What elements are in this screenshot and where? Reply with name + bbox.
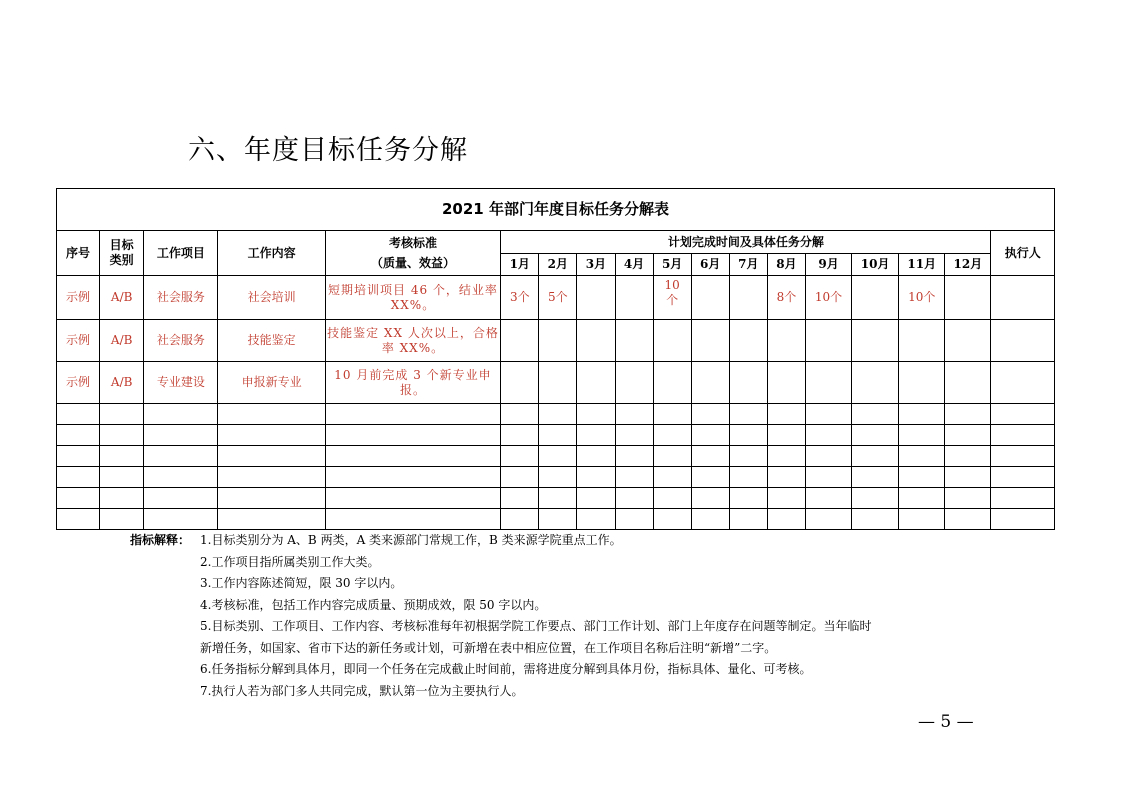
note-line: 6.任务指标分解到具体月，即同一个任务在完成截止时间前，需将进度分解到具体月份，指标具体、量化、可考核。 bbox=[200, 662, 812, 676]
cell-executor bbox=[991, 362, 1055, 404]
empty-cell bbox=[57, 509, 100, 530]
empty-cell bbox=[899, 425, 945, 446]
note-text: 1.目标类别分为 A、B 两类，A 类来源部门常规工作，B 类来源学院重点工作。 bbox=[200, 533, 622, 547]
empty-cell bbox=[144, 446, 218, 467]
note-line: 5.目标类别、工作项目、工作内容、考核标准每年初根据学院工作要点、部门工作计划、部门上年度存在问题等制定。当年临时 bbox=[200, 619, 872, 633]
empty-cell bbox=[325, 488, 500, 509]
empty-cell bbox=[729, 467, 767, 488]
empty-cell bbox=[805, 446, 851, 467]
cell-project: 社会服务 bbox=[144, 276, 218, 320]
empty-cell bbox=[539, 467, 577, 488]
task-breakdown-table bbox=[56, 188, 1055, 530]
cell-standard: 短期培训项目 46 个，结业率 XX%。 bbox=[325, 276, 500, 320]
cell-month bbox=[729, 320, 767, 362]
empty-cell bbox=[691, 446, 729, 467]
empty-cell bbox=[852, 404, 899, 425]
empty-cell bbox=[325, 467, 500, 488]
cell-month bbox=[615, 320, 653, 362]
empty-cell bbox=[615, 446, 653, 467]
cell-standard: 技能鉴定 XX 人次以上，合格率 XX%。 bbox=[325, 320, 500, 362]
empty-cell bbox=[325, 425, 500, 446]
empty-cell bbox=[945, 467, 991, 488]
empty-cell bbox=[577, 509, 615, 530]
empty-cell bbox=[945, 488, 991, 509]
header-executor: 执行人 bbox=[991, 231, 1055, 276]
cell-category: A/B bbox=[100, 362, 144, 404]
empty-cell bbox=[991, 488, 1055, 509]
cell-executor bbox=[991, 276, 1055, 320]
header-month: 6月 bbox=[691, 254, 729, 276]
empty-cell bbox=[805, 509, 851, 530]
empty-cell bbox=[539, 488, 577, 509]
cell-month bbox=[899, 362, 945, 404]
empty-cell bbox=[767, 446, 805, 467]
cell-seq: 示例 bbox=[57, 320, 100, 362]
empty-cell bbox=[501, 446, 539, 467]
table-title: 2021 年部门年度目标任务分解表 bbox=[57, 189, 1055, 231]
cell-month: 10个 bbox=[805, 276, 851, 320]
empty-cell bbox=[501, 404, 539, 425]
table-row bbox=[57, 362, 1055, 404]
empty-cell bbox=[899, 509, 945, 530]
empty-cell bbox=[218, 488, 325, 509]
empty-cell bbox=[218, 425, 325, 446]
empty-cell bbox=[501, 425, 539, 446]
cell-month bbox=[945, 320, 991, 362]
table-row bbox=[57, 276, 1055, 320]
cell-month bbox=[899, 320, 945, 362]
empty-cell bbox=[57, 425, 100, 446]
empty-cell bbox=[100, 509, 144, 530]
cell-content: 社会培训 bbox=[218, 276, 325, 320]
empty-cell bbox=[991, 404, 1055, 425]
cell-month bbox=[539, 362, 577, 404]
empty-cell bbox=[899, 446, 945, 467]
empty-cell bbox=[691, 404, 729, 425]
empty-cell bbox=[144, 425, 218, 446]
empty-cell bbox=[325, 404, 500, 425]
header-standard: 考核标准 （质量、效益） bbox=[325, 231, 500, 276]
page-number: — 5 — bbox=[918, 712, 974, 732]
empty-cell bbox=[653, 425, 691, 446]
empty-cell bbox=[539, 446, 577, 467]
empty-cell bbox=[729, 488, 767, 509]
empty-cell bbox=[852, 446, 899, 467]
cell-month bbox=[615, 362, 653, 404]
cell-month: 3个 bbox=[501, 276, 539, 320]
cell-executor bbox=[991, 320, 1055, 362]
header-category: 目标 类别 bbox=[100, 231, 144, 276]
empty-cell bbox=[805, 488, 851, 509]
empty-cell bbox=[539, 509, 577, 530]
empty-cell bbox=[691, 509, 729, 530]
empty-cell bbox=[501, 467, 539, 488]
empty-cell bbox=[539, 425, 577, 446]
header-month: 7月 bbox=[729, 254, 767, 276]
cell-month bbox=[852, 320, 899, 362]
empty-cell bbox=[615, 488, 653, 509]
header-month: 1月 bbox=[501, 254, 539, 276]
empty-cell bbox=[805, 404, 851, 425]
empty-cell bbox=[100, 446, 144, 467]
header-month: 5月 bbox=[653, 254, 691, 276]
cell-month bbox=[852, 276, 899, 320]
empty-cell bbox=[144, 488, 218, 509]
cell-month bbox=[852, 362, 899, 404]
empty-cell bbox=[729, 404, 767, 425]
header-month: 4月 bbox=[615, 254, 653, 276]
cell-month: 8个 bbox=[767, 276, 805, 320]
table-row bbox=[57, 320, 1055, 362]
empty-cell bbox=[991, 467, 1055, 488]
empty-cell bbox=[691, 425, 729, 446]
empty-cell bbox=[501, 488, 539, 509]
cell-month bbox=[729, 362, 767, 404]
section-heading: 六、年度目标任务分解 bbox=[188, 135, 468, 166]
empty-row bbox=[57, 467, 1055, 488]
empty-cell bbox=[577, 446, 615, 467]
header-schedule: 计划完成时间及具体任务分解 bbox=[501, 231, 991, 254]
empty-cell bbox=[767, 488, 805, 509]
cell-month: 5个 bbox=[539, 276, 577, 320]
empty-cell bbox=[899, 488, 945, 509]
empty-cell bbox=[57, 467, 100, 488]
empty-cell bbox=[691, 488, 729, 509]
empty-cell bbox=[653, 446, 691, 467]
cell-month bbox=[653, 320, 691, 362]
empty-cell bbox=[144, 509, 218, 530]
cell-month bbox=[577, 362, 615, 404]
empty-cell bbox=[653, 488, 691, 509]
header-seq: 序号 bbox=[57, 231, 100, 276]
empty-cell bbox=[653, 509, 691, 530]
cell-month bbox=[805, 362, 851, 404]
empty-cell bbox=[653, 404, 691, 425]
cell-month bbox=[767, 320, 805, 362]
cell-month bbox=[767, 362, 805, 404]
header-month: 8月 bbox=[767, 254, 805, 276]
empty-cell bbox=[729, 446, 767, 467]
note-line: 新增任务，如国家、省市下达的新任务或计划，可新增在表中相应位置，在工作项目名称后注明“新增”二字。 bbox=[200, 640, 777, 655]
cell-month bbox=[501, 362, 539, 404]
empty-cell bbox=[729, 509, 767, 530]
empty-cell bbox=[852, 509, 899, 530]
cell-month bbox=[805, 320, 851, 362]
empty-cell bbox=[991, 446, 1055, 467]
empty-cell bbox=[100, 425, 144, 446]
empty-cell bbox=[991, 509, 1055, 530]
empty-cell bbox=[991, 425, 1055, 446]
empty-cell bbox=[100, 488, 144, 509]
empty-row bbox=[57, 509, 1055, 530]
cell-seq: 示例 bbox=[57, 362, 100, 404]
empty-cell bbox=[539, 404, 577, 425]
empty-cell bbox=[501, 509, 539, 530]
empty-cell bbox=[805, 467, 851, 488]
empty-cell bbox=[577, 467, 615, 488]
empty-cell bbox=[57, 446, 100, 467]
empty-row bbox=[57, 488, 1055, 509]
cell-standard: 10 月前完成 3 个新专业申报。 bbox=[325, 362, 500, 404]
empty-cell bbox=[218, 404, 325, 425]
empty-cell bbox=[729, 425, 767, 446]
cell-month bbox=[691, 276, 729, 320]
empty-row bbox=[57, 446, 1055, 467]
cell-category: A/B bbox=[100, 276, 144, 320]
cell-month bbox=[501, 320, 539, 362]
empty-cell bbox=[218, 446, 325, 467]
cell-month bbox=[945, 362, 991, 404]
empty-cell bbox=[945, 404, 991, 425]
empty-cell bbox=[767, 404, 805, 425]
empty-cell bbox=[852, 425, 899, 446]
cell-seq: 示例 bbox=[57, 276, 100, 320]
cell-month bbox=[691, 362, 729, 404]
cell-month bbox=[577, 320, 615, 362]
empty-cell bbox=[945, 425, 991, 446]
empty-cell bbox=[945, 509, 991, 530]
empty-cell bbox=[805, 425, 851, 446]
note-line bbox=[130, 530, 871, 552]
header-project: 工作项目 bbox=[144, 231, 218, 276]
empty-row bbox=[57, 425, 1055, 446]
empty-cell bbox=[577, 488, 615, 509]
empty-cell bbox=[852, 488, 899, 509]
empty-cell bbox=[57, 404, 100, 425]
empty-cell bbox=[218, 509, 325, 530]
empty-cell bbox=[218, 467, 325, 488]
empty-cell bbox=[100, 404, 144, 425]
empty-cell bbox=[144, 404, 218, 425]
cell-project: 社会服务 bbox=[144, 320, 218, 362]
empty-cell bbox=[615, 404, 653, 425]
cell-month: 10个 bbox=[899, 276, 945, 320]
header-month: 10月 bbox=[852, 254, 899, 276]
header-month: 9月 bbox=[805, 254, 851, 276]
empty-row bbox=[57, 404, 1055, 425]
empty-cell bbox=[691, 467, 729, 488]
empty-cell bbox=[615, 425, 653, 446]
empty-cell bbox=[577, 425, 615, 446]
cell-project: 专业建设 bbox=[144, 362, 218, 404]
cell-month bbox=[945, 276, 991, 320]
empty-cell bbox=[325, 446, 500, 467]
empty-cell bbox=[577, 404, 615, 425]
note-line: 2.工作项目指所属类别工作大类。 bbox=[200, 554, 380, 569]
cell-month bbox=[577, 276, 615, 320]
empty-cell bbox=[144, 467, 218, 488]
empty-cell bbox=[899, 467, 945, 488]
header-content: 工作内容 bbox=[218, 231, 325, 276]
cell-month bbox=[729, 276, 767, 320]
empty-cell bbox=[100, 467, 144, 488]
header-month: 12月 bbox=[945, 254, 991, 276]
empty-cell bbox=[325, 509, 500, 530]
empty-cell bbox=[767, 467, 805, 488]
notes-block bbox=[130, 530, 871, 702]
note-line: 3.工作内容陈述简短，限 30 字以内。 bbox=[200, 576, 403, 590]
cell-month bbox=[615, 276, 653, 320]
note-line: 7.执行人若为部门多人共同完成，默认第一位为主要执行人。 bbox=[200, 683, 524, 698]
notes-label: 指标解释： bbox=[130, 533, 191, 547]
header-month: 11月 bbox=[899, 254, 945, 276]
empty-cell bbox=[767, 509, 805, 530]
empty-cell bbox=[57, 488, 100, 509]
empty-cell bbox=[945, 446, 991, 467]
empty-cell bbox=[899, 404, 945, 425]
cell-month: 10 个 bbox=[653, 276, 691, 320]
empty-cell bbox=[767, 425, 805, 446]
empty-cell bbox=[852, 467, 899, 488]
header-month: 2月 bbox=[539, 254, 577, 276]
cell-content: 申报新专业 bbox=[218, 362, 325, 404]
cell-content: 技能鉴定 bbox=[218, 320, 325, 362]
cell-month bbox=[539, 320, 577, 362]
empty-cell bbox=[653, 467, 691, 488]
cell-month bbox=[691, 320, 729, 362]
cell-category: A/B bbox=[100, 320, 144, 362]
empty-cell bbox=[615, 509, 653, 530]
header-month: 3月 bbox=[577, 254, 615, 276]
note-line: 4.考核标准，包括工作内容完成质量、预期成效，限 50 字以内。 bbox=[200, 597, 547, 612]
empty-cell bbox=[615, 467, 653, 488]
cell-month bbox=[653, 362, 691, 404]
